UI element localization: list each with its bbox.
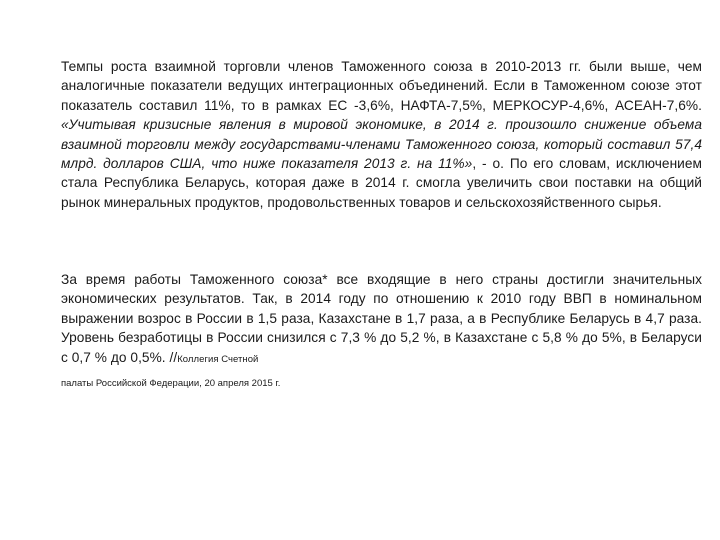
paragraph-trade-growth (61, 57, 702, 212)
paragraph-text: За время работы Таможенного союза* все входящие в него страны достигли значительных экономических результатов. Так, в 2014 году по отношению к 2010 году ВВП в номинальном выражении возрос в России в 1,5 раза, Казахстане в 1,7 раза, а в Республике Беларусь в 4,7 раза. Уровень безработицы в России снизился с 7,3 % до 5,2 %, в Казахстане с 5,8 % до 5%, в Беларуси с 0,7 % до 0,5%. // (61, 272, 702, 365)
paragraph-economic-results (61, 270, 702, 369)
source-inline: Коллегия Счетной (177, 353, 259, 365)
paragraph-tail: , - о. По его словам, исключением стала Республика Беларусь, которая даже в 2014 г. смогла увеличить свои поставки на общий рынок минеральных продуктов, продовольственных товаров и сельскохозяйственного сырья. (61, 156, 703, 210)
quote: «Учитывая кризисные явления в мировой экономике, в 2014 г. произошло снижение объема взаимной торговли между государствами-членами Таможенного союза, который составил 57,4 млрд. долларов США, что ниже показателя 2013 г. на 11%» (61, 117, 702, 172)
source-citation: палаты Российской Федерации, 20 апреля 2015 г. (61, 378, 281, 389)
paragraph-lead: Темпы роста взаимной торговли членов Таможенного союза в 2010-2013 гг. были выше, чем аналогичные показатели ведущих интеграционных объединений. Если в Таможенном союзе этот показатель составил 11%, то в рамках ЕС -3,6%, НАФТА-7,5%, МЕРКОСУР-4,6%, АСЕАН-7,6%. (61, 59, 702, 113)
